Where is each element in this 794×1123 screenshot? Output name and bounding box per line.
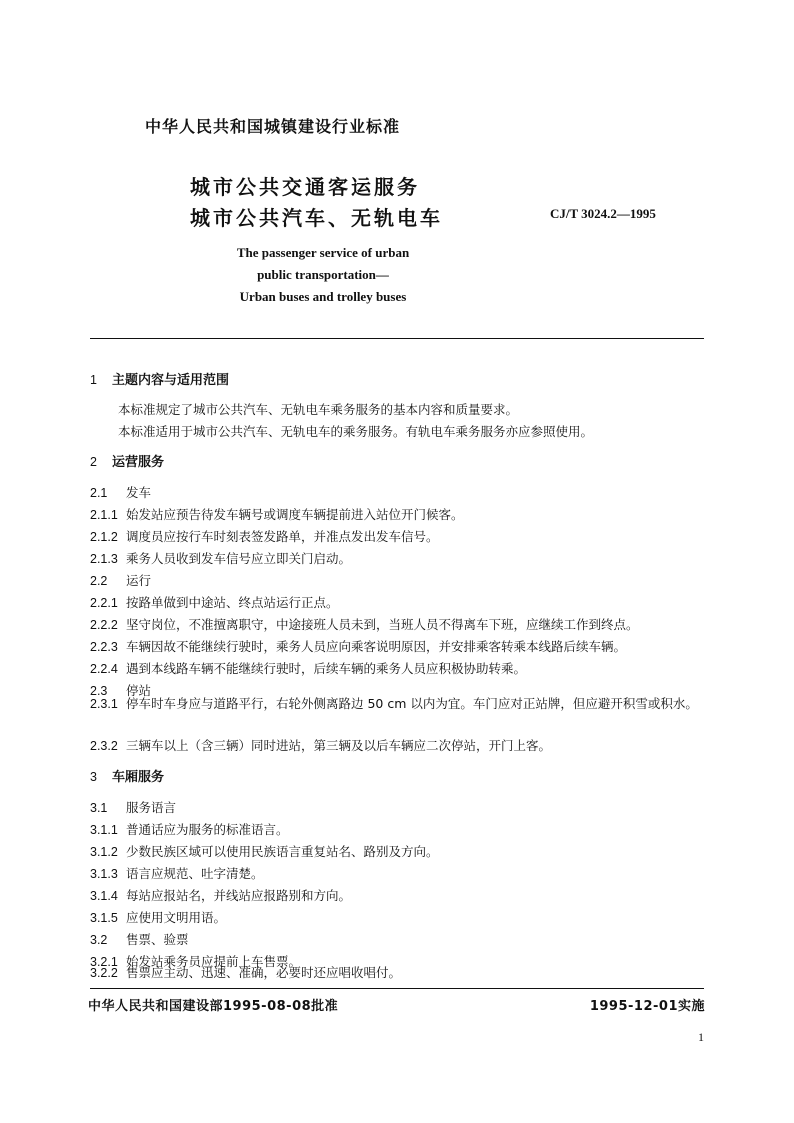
section-number: 1 bbox=[90, 373, 97, 387]
clause bbox=[90, 526, 704, 548]
section-title: 运营服务 bbox=[112, 455, 165, 470]
clause-number: 3.1.4 bbox=[90, 889, 118, 903]
clause-number: 3.2.1 bbox=[90, 955, 118, 969]
clause bbox=[90, 841, 704, 863]
clause-number: 2.1.1 bbox=[90, 508, 118, 522]
clause bbox=[90, 694, 704, 714]
clause bbox=[90, 735, 704, 757]
clause-text: 始发站应预告待发车辆号或调度车辆提前进入站位开门候客。 bbox=[126, 507, 464, 522]
clause bbox=[90, 819, 704, 841]
section-title: 车厢服务 bbox=[112, 770, 165, 785]
clause-text: 按路单做到中途站、终点站运行正点。 bbox=[126, 595, 339, 610]
clause-text: 遇到本线路车辆不能继续行驶时，后续车辆的乘务人员应积极协助转乘。 bbox=[126, 661, 527, 676]
clause-text: 售票、验票 bbox=[126, 932, 189, 947]
clause bbox=[90, 482, 704, 504]
clause-text: 调度员应按行车时刻表签发路单，并准点发出发车信号。 bbox=[126, 529, 439, 544]
clause-number: 2.1.2 bbox=[90, 530, 118, 544]
clause bbox=[90, 885, 704, 907]
clause-number: 3.1.3 bbox=[90, 867, 118, 881]
section-1-heading bbox=[90, 369, 704, 392]
clause-text: 语言应规范、吐字清楚。 bbox=[126, 866, 264, 881]
clause-number: 2.3 bbox=[90, 684, 108, 698]
paragraph: 本标准适用于城市公共汽车、无轨电车的乘务服务。有轨电车乘务服务亦应参照使用。 bbox=[118, 424, 594, 439]
clause bbox=[90, 797, 704, 819]
clause bbox=[90, 636, 704, 658]
header-divider bbox=[90, 338, 704, 339]
clause-number: 2.2.1 bbox=[90, 596, 118, 610]
clause-number: 2.2.3 bbox=[90, 640, 118, 654]
clause-text: 少数民族区域可以使用民族语言重复站名、路别及方向。 bbox=[126, 844, 439, 859]
clause-text: 停车时车身应与道路平行，右轮外侧离路边 50 cm 以内为宜。车门应对正站牌，但应避开积雪或积水。 bbox=[126, 696, 698, 711]
clause-number: 3.1.1 bbox=[90, 823, 118, 837]
clause-text: 停站 bbox=[126, 683, 152, 698]
clause bbox=[90, 614, 704, 636]
clause-number: 3.1.5 bbox=[90, 911, 118, 925]
effective-date: 1995-12-01实施 bbox=[589, 999, 705, 1014]
clause bbox=[90, 658, 704, 680]
clause-number: 2.3.1 bbox=[90, 697, 118, 711]
clause bbox=[90, 929, 704, 951]
clause-text: 每站应报站名，并线站应报路别和方向。 bbox=[126, 888, 352, 903]
clause-number: 2.3.2 bbox=[90, 739, 118, 753]
footer-divider bbox=[90, 988, 704, 989]
clause-number: 2.2.4 bbox=[90, 662, 118, 676]
issuing-organization: 中华人民共和国城镇建设行业标准 bbox=[145, 117, 401, 136]
section-number: 2 bbox=[90, 455, 97, 469]
clause bbox=[90, 570, 704, 592]
clause bbox=[90, 962, 704, 984]
english-title-line-1: The passenger service of urban bbox=[236, 245, 410, 260]
paragraph: 本标准规定了城市公共汽车、无轨电车乘务服务的基本内容和质量要求。 bbox=[118, 402, 519, 417]
clause-number: 3.2.2 bbox=[90, 966, 118, 980]
section-title: 主题内容与适用范围 bbox=[112, 373, 230, 388]
standard-code: CJ/T 3024.2—1995 bbox=[550, 206, 656, 221]
title-line-1: 城市公共交通客运服务 bbox=[190, 175, 420, 199]
clause-text: 始发站乘务员应提前上车售票。 bbox=[126, 954, 302, 969]
english-title-line-3: Urban buses and trolley buses bbox=[239, 289, 407, 304]
clause-text: 乘务人员收到发车信号应立即关门启动。 bbox=[126, 551, 352, 566]
clause bbox=[90, 504, 704, 526]
clause bbox=[90, 592, 704, 614]
clause-text: 服务语言 bbox=[126, 800, 177, 815]
section-3-heading bbox=[90, 766, 704, 789]
clause-number: 2.2 bbox=[90, 574, 108, 588]
clause-text: 车辆因故不能继续行驶时，乘务人员应向乘客说明原因，并安排乘客转乘本线路后续车辆。 bbox=[126, 639, 627, 654]
clause-text: 普通话应为服务的标准语言。 bbox=[126, 822, 289, 837]
clause-text: 三辆车以上（含三辆）同时进站，第三辆及以后车辆应二次停站，开门上客。 bbox=[126, 738, 552, 753]
clause-text: 售票应主动、迅速、准确，必要时还应唱收唱付。 bbox=[126, 965, 402, 980]
clause bbox=[90, 548, 704, 570]
clause-text: 发车 bbox=[126, 485, 152, 500]
page-number: 1 bbox=[698, 1030, 704, 1044]
clause-number: 2.1 bbox=[90, 486, 108, 500]
section-number: 3 bbox=[90, 770, 97, 784]
approval-line: 中华人民共和国建设部1995-08-08批准 bbox=[88, 999, 339, 1014]
clause-number: 2.1.3 bbox=[90, 552, 118, 566]
clause-text: 应使用文明用语。 bbox=[126, 910, 227, 925]
clause-text: 坚守岗位，不准擅离职守，中途接班人员未到，当班人员不得离车下班，应继续工作到终点。 bbox=[126, 617, 639, 632]
clause-number: 3.2 bbox=[90, 933, 108, 947]
clause-number: 3.1.2 bbox=[90, 845, 118, 859]
clause-text: 运行 bbox=[126, 573, 152, 588]
english-title-line-2: public transportation— bbox=[257, 267, 389, 282]
clause bbox=[90, 863, 704, 885]
clause-number: 3.1 bbox=[90, 801, 108, 815]
section-2-heading bbox=[90, 451, 704, 474]
clause bbox=[90, 907, 704, 929]
title-line-2: 城市公共汽车、无轨电车 bbox=[190, 206, 443, 230]
clause-number: 2.2.2 bbox=[90, 618, 118, 632]
